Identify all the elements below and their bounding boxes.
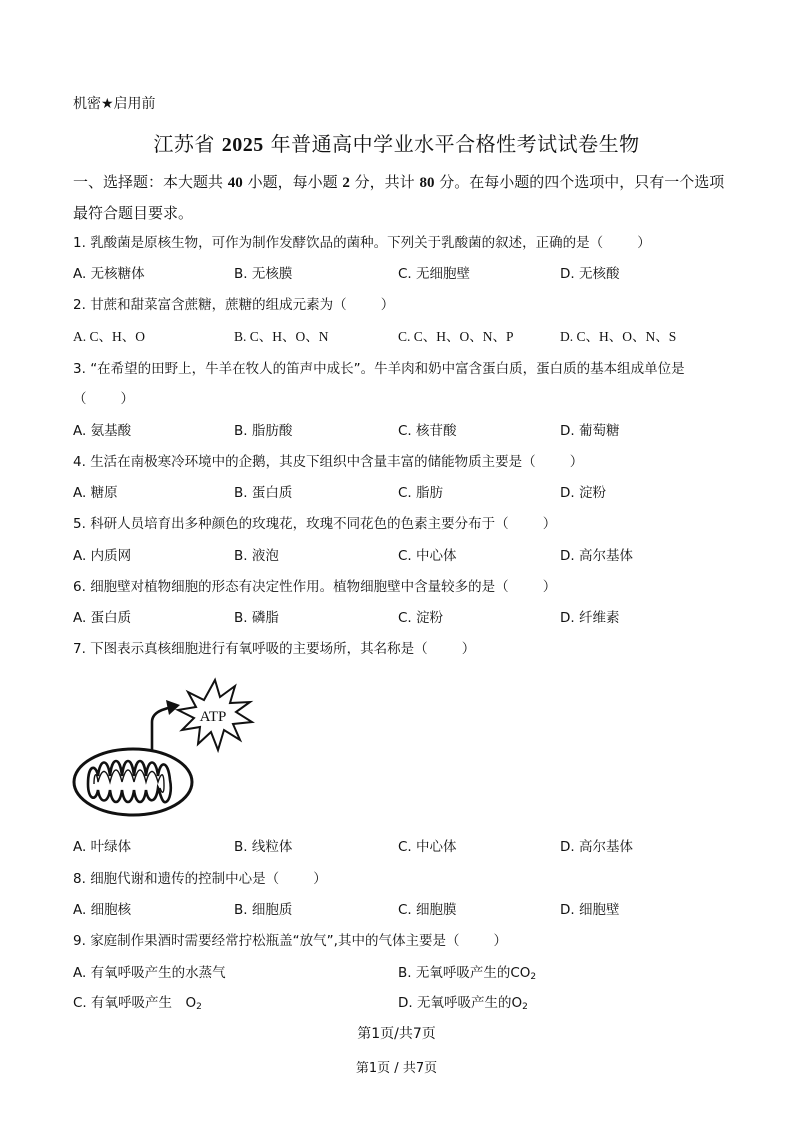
- option-text: C. 有氧呼吸产生 O: [73, 995, 197, 1011]
- option-text: D. 无氧呼吸产生的O: [398, 995, 523, 1011]
- question-number: 4.: [73, 454, 86, 470]
- option-text: A. 有氧呼吸产生的水蒸气: [73, 965, 226, 981]
- instr-text: 一、选择题：本大题共: [73, 173, 224, 191]
- question-text: 细胞代谢和遗传的控制中心是（: [90, 871, 280, 887]
- points-total: 80: [419, 175, 435, 191]
- subscript: 2: [196, 1002, 202, 1012]
- question-9: [73, 929, 507, 949]
- q7-option-c: C. 中心体: [398, 839, 457, 855]
- q9-option-a: [73, 961, 226, 982]
- title-year: 2025: [221, 134, 264, 156]
- mitochondrion-icon: [70, 672, 255, 832]
- question-4: [73, 450, 583, 470]
- q9-option-c: [73, 991, 202, 1012]
- question-number: 5.: [73, 516, 86, 532]
- question-3-paren: [73, 387, 134, 407]
- q8-option-a: A. 细胞核: [73, 902, 132, 918]
- question-6: [73, 575, 556, 595]
- question-text: 细胞壁对植物细胞的形态有决定性作用。植物细胞壁中含量较多的是（: [90, 579, 509, 595]
- question-number: 2.: [73, 297, 86, 313]
- subscript: 2: [530, 972, 537, 982]
- question-number: 1.: [73, 235, 86, 251]
- q5-option-d: D. 高尔基体: [560, 548, 633, 564]
- instr-text: 分。在每小题的四个选项中，只有一个选项最符合题目要求。: [73, 173, 725, 222]
- question-text: 家庭制作果酒时需要经常拧松瓶盖“放气”,其中的气体主要是（: [90, 933, 460, 949]
- page-title: [0, 128, 793, 157]
- question-number: 3.: [73, 361, 86, 377]
- q3-option-a: A. 氨基酸: [73, 423, 132, 439]
- question-count: 40: [227, 175, 243, 191]
- q6-option-b: B. 磷脂: [234, 610, 279, 626]
- q5-option-c: C. 中心体: [398, 548, 457, 564]
- q2-option-a: A. C、H、O: [73, 329, 146, 344]
- q4-option-c: C. 脂肪: [398, 485, 444, 501]
- question-2: [73, 293, 394, 313]
- q3-option-c: C. 核苷酸: [398, 423, 457, 439]
- question-text: “在希望的田野上，牛羊在牧人的笛声中成长”。牛羊肉和奶中富含蛋白质，蛋白质的基本组成单位是: [90, 361, 685, 377]
- title-suffix: 年普通高中学业水平合格性考试试卷生物: [270, 132, 640, 156]
- q6-option-d: D. 纤维素: [560, 610, 620, 626]
- q1-option-b: B. 无核膜: [234, 266, 293, 282]
- q7-option-a: A. 叶绿体: [73, 839, 132, 855]
- q1-option-a: A. 无核糖体: [73, 266, 145, 282]
- question-8: [73, 867, 327, 887]
- q6-option-a: A. 蛋白质: [73, 610, 132, 626]
- question-number: 9.: [73, 933, 86, 949]
- q5-option-a: A. 内质网: [73, 548, 132, 564]
- paren-close: ）: [637, 235, 651, 251]
- paren-close: ）: [493, 933, 507, 949]
- subscript: 2: [522, 1002, 528, 1012]
- question-text: 甘蔗和甜菜富含蔗糖，蔗糖的组成元素为（: [90, 297, 347, 313]
- paren-close: ）: [313, 871, 327, 887]
- question-text: 科研人员培育出多种颜色的玫瑰花，玫瑰不同花色的色素主要分布于（: [90, 516, 509, 532]
- q4-option-b: B. 蛋白质: [234, 485, 293, 501]
- question-number: 8.: [73, 871, 86, 887]
- q7-option-d: D. 高尔基体: [560, 839, 633, 855]
- question-5: [73, 512, 556, 532]
- q3-option-d: D. 葡萄糖: [560, 423, 620, 439]
- q8-option-b: B. 细胞质: [234, 902, 293, 918]
- q2-option-b: B. C、H、O、N: [234, 329, 329, 344]
- q1-option-d: D. 无核酸: [560, 266, 620, 282]
- q2-option-d: D. C、H、O、N、S: [560, 329, 677, 344]
- q7-option-b: B. 线粒体: [234, 839, 293, 855]
- question-text: 乳酸菌是原核生物，可作为制作发酵饮品的菌种。下列关于乳酸菌的叙述，正确的是（: [90, 235, 604, 251]
- mitochondrion-figure: [70, 672, 255, 832]
- question-number: 7.: [73, 641, 86, 657]
- q1-option-c: C. 无细胞壁: [398, 266, 471, 282]
- paren-close: ）: [569, 454, 584, 470]
- question-7: [73, 637, 475, 657]
- title-prefix: 江苏省: [153, 132, 215, 156]
- q9-option-d: [398, 991, 528, 1012]
- q4-option-d: D. 淀粉: [560, 485, 606, 501]
- paren-open: （: [73, 391, 87, 407]
- paren-close: ）: [542, 579, 557, 595]
- question-text: 生活在南极寒冷环境中的企鹅，其皮下组织中含量丰富的储能物质主要是（: [90, 454, 536, 470]
- q5-option-b: B. 液泡: [234, 548, 279, 564]
- q3-option-b: B. 脂肪酸: [234, 423, 293, 439]
- section-instructions: [73, 167, 733, 228]
- page-number-inline: 第1页/共7页: [357, 1026, 436, 1042]
- q6-option-c: C. 淀粉: [398, 610, 444, 626]
- paren-close: ）: [542, 516, 557, 532]
- q9-option-b: [398, 961, 536, 982]
- question-1: [73, 231, 651, 251]
- paren-close: ）: [380, 297, 395, 313]
- q4-option-a: A. 糖原: [73, 485, 118, 501]
- points-each: 2: [342, 175, 350, 191]
- atp-label: ATP: [199, 709, 227, 725]
- question-number: 6.: [73, 579, 86, 595]
- page-number-footer: 第1页 / 共7页: [355, 1061, 438, 1076]
- option-text: B. 无氧呼吸产生的CO: [398, 965, 531, 981]
- q8-option-c: C. 细胞膜: [398, 902, 457, 918]
- paren-close: ）: [461, 641, 476, 657]
- confidential-label: 机密★启用前: [73, 96, 156, 112]
- instr-text: 小题，每小题: [247, 173, 338, 191]
- question-text: 下图表示真核细胞进行有氧呼吸的主要场所，其名称是（: [90, 641, 428, 657]
- paren-close: ）: [120, 391, 134, 407]
- question-3: [73, 357, 685, 377]
- q8-option-d: D. 细胞壁: [560, 902, 620, 918]
- instr-text: 分，共计: [354, 173, 415, 191]
- q2-option-c: C. C、H、O、N、P: [398, 329, 514, 344]
